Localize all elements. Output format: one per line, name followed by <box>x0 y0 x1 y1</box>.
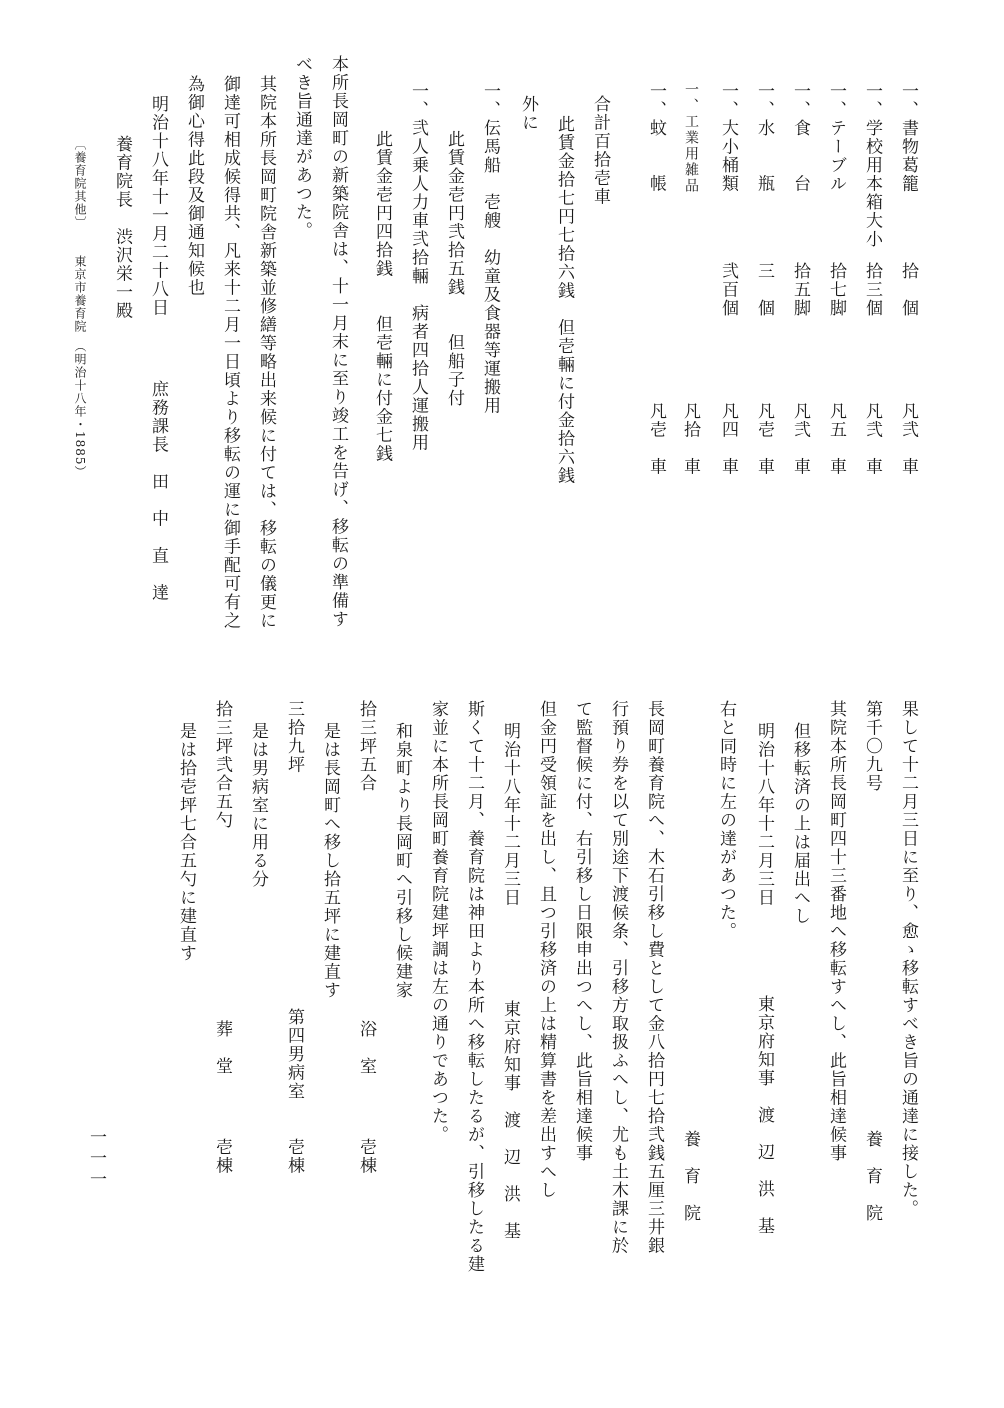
body-text: 行預り券を以て別途下渡候条、引移方取扱ふへし、尤も土木課に於 <box>608 700 628 1255</box>
item-quantity: 拾七脚 <box>826 262 846 318</box>
total-carts: 合計百拾壱車 <box>590 95 610 206</box>
item-quantity: 弐百個 <box>718 262 738 318</box>
narrative-text: 本所長岡町の新築院舎は、十一月末に至り竣工を告げ、移転の準備す <box>328 55 348 629</box>
item-name: 一、蚊 帳 <box>646 82 666 193</box>
item-cart-count: 凡拾 車 <box>680 402 700 476</box>
notice-text: 御達可相成候得共、凡来十二月一日頃より移転の運に御手配可有之 <box>220 75 240 630</box>
building-note: 是は男病室に用る分 <box>248 722 268 889</box>
notice-recipient: 養育院長 渋沢栄一殿 <box>112 135 132 320</box>
body-text: 家並に本所長岡町養育院建坪調は左の通りであつた。 <box>428 700 448 1144</box>
notice-date: 明治十八年十一月二十八日 <box>148 95 168 317</box>
item-name: 一、工業用雑品 <box>683 82 699 194</box>
building-note: 是は拾壱坪七合五勺に建直す <box>176 722 196 963</box>
item-name: 一、大小桶類 <box>718 82 738 193</box>
item-name: 一、食 台 <box>790 82 810 193</box>
body-text: 但金円受領証を出し、且つ引移済の上は精算書を差出すへし <box>536 700 556 1200</box>
building-area: 三拾九坪 <box>284 700 304 774</box>
notice-text: 其院本所長岡町院舎新築並修繕等略出来候に付ては、移転の儀更に <box>256 75 276 630</box>
extra-label: 外に <box>518 95 538 132</box>
body-text: 其院本所長岡町四十三番地へ移転すへし、此旨相達候事 <box>826 700 846 1163</box>
notice-sender: 東京府知事 渡 辺 洪 基 <box>754 995 774 1236</box>
building-count: 壱棟 <box>284 1138 304 1175</box>
item-cart-count: 凡五 車 <box>826 402 846 476</box>
item-quantity: 拾三個 <box>862 262 882 318</box>
building-area: 拾三坪弐合五勺 <box>212 700 232 830</box>
rickshaw-item: 一、弐人乗人力車弐拾輛 病者四拾人運搬用 <box>408 82 428 452</box>
building-count: 壱棟 <box>212 1138 232 1175</box>
body-text: て監督候に付、右引移し日限申出つへし、此旨相達候事 <box>572 700 592 1163</box>
body-text: 長岡町養育院へ、木石引移し費として金八拾円七拾弐銭五厘三井銀 <box>644 700 664 1255</box>
page-number: 一一一 <box>86 1128 106 1191</box>
notice-date: 明治十八年十二月三日 <box>500 722 520 907</box>
narrative-text: べき旨通達があつた。 <box>292 55 312 240</box>
notice-sender: 庶務課長 田 中 直 達 <box>148 380 168 602</box>
source-label: 〔養育院其他〕 <box>73 138 87 229</box>
notice-recipient: 養 育 院 <box>862 1130 882 1223</box>
notice-sender: 東京府知事 渡 辺 洪 基 <box>500 1000 520 1241</box>
notice-recipient: 養 育 院 <box>680 1130 700 1223</box>
notice-text: 為御心得此段及御通知候也 <box>184 75 204 297</box>
item-quantity: 拾五脚 <box>790 262 810 318</box>
item-cart-count: 凡壱 車 <box>754 402 774 476</box>
item-quantity: 三 個 <box>754 262 774 318</box>
building-name: 葬 堂 <box>212 1020 232 1076</box>
section-heading: 和泉町より長岡町へ引移し候建家 <box>392 722 412 1000</box>
body-text: 右と同時に左の達があつた。 <box>716 700 736 941</box>
source-citation: 東京市養育院 （明治十八年・1885） <box>73 255 87 479</box>
total-cost: 此賃金拾七円七拾六銭 但壱輛に付金拾六銭 <box>554 115 574 485</box>
item-name: 一、水 瓶 <box>754 82 774 193</box>
body-text: 但移転済の上は届出へし <box>790 722 810 926</box>
notice-number: 第千〇九号 <box>862 700 882 793</box>
item-name: 一、学校用本箱大小 <box>862 82 882 249</box>
building-name: 第四男病室 <box>284 1008 304 1101</box>
item-cart-count: 凡四 車 <box>718 402 738 476</box>
notice-date: 明治十八年十二月三日 <box>754 722 774 907</box>
item-quantity: 拾 個 <box>898 262 918 318</box>
building-area: 拾三坪五合 <box>356 700 376 793</box>
boat-cost: 此賃金壱円弐拾五銭 但船子付 <box>444 130 464 408</box>
item-name: 一、テーブル <box>826 82 846 193</box>
building-name: 浴 室 <box>356 1020 376 1076</box>
body-text: 斯くて十二月、養育院は神田より本所へ移転したるが、引移したる建 <box>464 700 484 1274</box>
boat-item: 一、伝馬船 壱艘 幼童及食器等運搬用 <box>480 82 500 415</box>
item-cart-count: 凡壱 車 <box>646 402 666 476</box>
building-count: 壱棟 <box>356 1138 376 1175</box>
item-cart-count: 凡弐 車 <box>862 402 882 476</box>
item-cart-count: 凡弐 車 <box>898 402 918 476</box>
rickshaw-cost: 此賃金壱円四拾銭 但壱輛に付金七銭 <box>372 130 392 463</box>
building-note: 是は長岡町へ移し拾五坪に建直す <box>320 722 340 1000</box>
item-name: 一、書物葛籠 <box>898 82 918 193</box>
item-cart-count: 凡弐 車 <box>790 402 810 476</box>
body-text: 果して十二月三日に至り、愈ゝ移転すべき旨の通達に接した。 <box>898 700 918 1218</box>
